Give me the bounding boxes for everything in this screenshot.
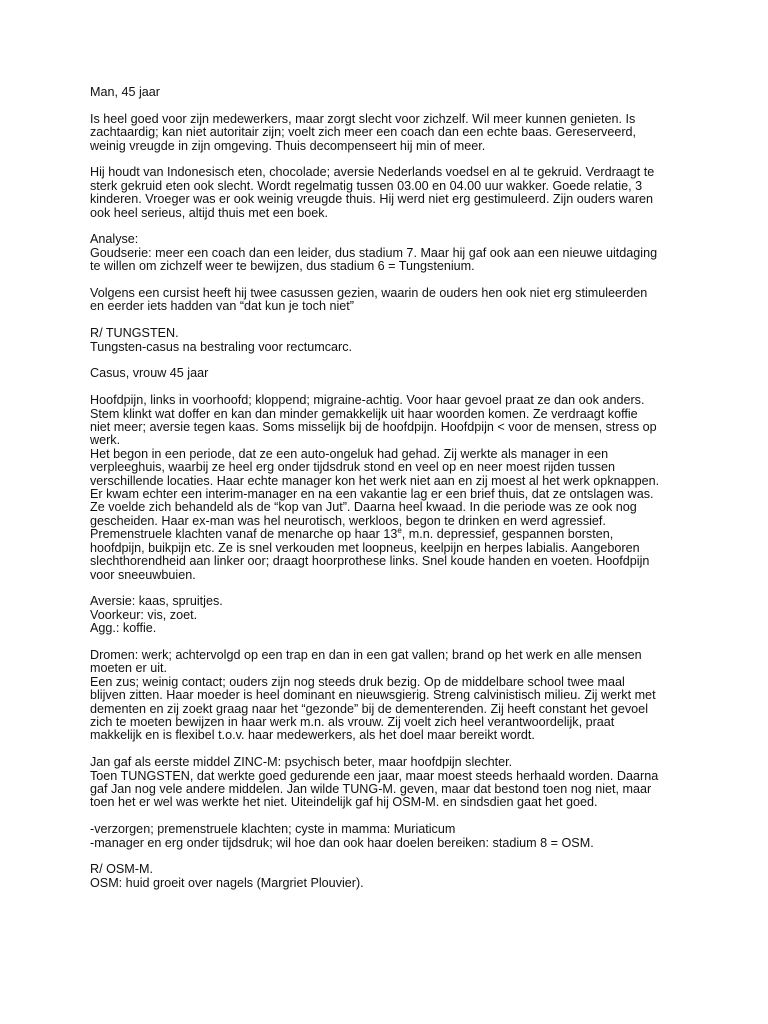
text-line: ook heel serieus, altijd thuis met een boek. xyxy=(90,205,329,220)
text-line: gaf Jan nog vele andere middelen. Jan wilde TUNG-M. geven, maar dat bestond toen nog niet, maar xyxy=(90,781,652,796)
text-line: Tungsten-casus na bestraling voor rectumcarc. xyxy=(90,339,353,354)
text-line: hoofdpijn, buikpijn etc. Ze is snel verkouden met loopneus, keelpijn en herpes labialis. Aangeboren xyxy=(90,540,640,555)
paragraph-modalities xyxy=(90,595,690,635)
text-line: kinderen. Vroeger was er ook weinig vreugde thuis. Hij werd niet erg gestimuleerd. Zijn ouders waren xyxy=(90,192,654,207)
text-line: slechthorendheid aan linker oor; draagt hoorprothese links. Snel koude handen en voeten. Hoofdpijn xyxy=(90,554,650,569)
text-line: te willen om zichzelf weer te bewijzen, dus stadium 6 = Tungstenium. xyxy=(90,259,475,274)
text-line: R/ TUNGSTEN. xyxy=(90,326,179,341)
paragraph-character xyxy=(90,113,690,153)
text-line: Een zus; weinig contact; ouders zijn nog steeds druk bezig. Op de middelbare school twee maal xyxy=(90,674,625,689)
superscript: e xyxy=(397,526,402,536)
text-line-premenstrual xyxy=(90,528,690,541)
text-line: Er kwam echter een interim-manager en na een vakantie lag er een brief thuis, dat ze ontslagen was. xyxy=(90,487,654,502)
text-line: sterk gekruid eten ook slecht. Wordt regelmatig tussen 03.00 en 04.00 uur wakker. Goede relatie, 3 xyxy=(90,178,643,193)
paragraph-cursist xyxy=(90,287,690,314)
text-line: Is heel goed voor zijn medewerkers, maar zorgt slecht voor zichzelf. Wil meer kunnen genieten. Is xyxy=(90,111,636,126)
text-line: verschillende locaties. Haar echte manager kon het werk niet aan en zij moest al het werk opknappen. xyxy=(90,473,660,488)
text-segment: Premenstruele klachten vanaf de menarche op haar 13 xyxy=(90,527,398,542)
text-segment: , m.n. depressief, gespannen borsten, xyxy=(401,527,614,542)
case-title-woman xyxy=(90,367,690,380)
paragraph-remedy-osm xyxy=(90,863,690,890)
paragraph-food xyxy=(90,166,690,220)
text-line: gescheiden. Haar ex-man was hel neurotisch, werkloos, begon te drinken en werd agressief. xyxy=(90,513,606,528)
text-line: -verzorgen; premenstruele klachten; cyste in mamma: Muriaticum xyxy=(90,822,456,837)
text-line: blijven zitten. Haar moeder is heel dominant en nieuwsgierig. Streng calvinistisch milieu. Zij werkt met xyxy=(90,688,656,703)
text-line: verpleeghuis, waarbij ze heel erg onder tijdsdruk stond en veel op en neer moest rijden tussen xyxy=(90,460,616,475)
paragraph-remedy-tungsten xyxy=(90,327,690,354)
text-line: Stem klinkt wat doffer en kan dan minder gemakkelijk uit haar woorden komen. Ze verdraagt koffie xyxy=(90,406,638,421)
text-line: Analyse: xyxy=(90,232,139,247)
document-page xyxy=(90,86,690,904)
text-line: Hoofdpijn, links in voorhoofd; kloppend; migraine-achtig. Voor haar gevoel praat ze dan ook anders. xyxy=(90,393,645,408)
paragraph-themes xyxy=(90,823,690,850)
text-line: Aversie: kaas, spruitjes. xyxy=(90,594,223,609)
text-line: Casus, vrouw 45 jaar xyxy=(90,366,209,381)
text-line: makkelijk en is flexibel t.o.v. haar medewerkers, als het doel maar bereikt wordt. xyxy=(90,728,535,743)
text-line: Agg.: koffie. xyxy=(90,621,157,636)
text-line: Ze voelde zich behandeld als de “kop van Jut”. Daarna heel kwaad. In die periode was ze ook nog xyxy=(90,500,637,515)
text-line: Toen TUNGSTEN, dat werkte goed gedurende een jaar, maar moest steeds herhaald worden. Daarna xyxy=(90,768,659,783)
text-line: moeten er uit. xyxy=(90,661,168,676)
text-line: dementen en zij zoekt graag naar het “gezonde” bij de dementerenden. Zij heeft constant het gevoel xyxy=(90,701,648,716)
paragraph-complaints xyxy=(90,394,690,582)
text-line: zich te moeten bewijzen in haar werk m.n. als vrouw. Zij voelt zich heel verantwoordelijk, praat xyxy=(90,714,615,729)
text-line: werk. xyxy=(90,433,121,448)
text-line: Voorkeur: vis, zoet. xyxy=(90,607,198,622)
text-line: Het begon in een periode, dat ze een auto-ongeluk had gehad. Zij werkte als manager in een xyxy=(90,446,609,461)
text-line: niet meer; aversie tegen kaas. Soms misselijk bij de hoofdpijn. Hoofdpijn < voor de mensen, stress op xyxy=(90,420,657,435)
text-line: R/ OSM-M. xyxy=(90,862,153,877)
paragraph-treatment xyxy=(90,756,690,810)
paragraph-analysis xyxy=(90,233,690,273)
text-line: Dromen: werk; achtervolgd op een trap en dan in een gat vallen; brand op het werk en alle mensen xyxy=(90,647,642,662)
paragraph-dreams xyxy=(90,649,690,743)
text-line: Jan gaf als eerste middel ZINC-M: psychisch beter, maar hoofdpijn slechter. xyxy=(90,755,513,770)
text-line: Goudserie: meer een coach dan een leider, dus stadium 7. Maar hij gaf ook aan een nieuwe uitdaging xyxy=(90,245,658,260)
case-title-man xyxy=(90,86,690,99)
text-line: Hij houdt van Indonesisch eten, chocolade; aversie Nederlands voedsel en al te gekruid. Verdraagt te xyxy=(90,165,655,180)
text-line: OSM: huid groeit over nagels (Margriet Plouvier). xyxy=(90,875,364,890)
text-line: zachtaardig; kan niet autoritair zijn; voelt zich meer een coach dan een echte baas. Gereserveerd, xyxy=(90,125,637,140)
text-line: Man, 45 jaar xyxy=(90,85,161,99)
text-line: en eerder iets hadden van “dat kun je toch niet” xyxy=(90,299,354,314)
text-line: toen het er wel was werkte het niet. Uiteindelijk gaf hij OSM-M. en sindsdien gaat het goed. xyxy=(90,795,598,810)
text-line: -manager en erg onder tijdsdruk; wil hoe dan ook haar doelen bereiken: stadium 8 = OSM. xyxy=(90,835,594,850)
text-line: weinig vreugde in zijn omgeving. Thuis decompenseert hij min of meer. xyxy=(90,138,486,153)
text-line: voor sneeuwbuien. xyxy=(90,567,196,582)
text-line: Volgens een cursist heeft hij twee casussen gezien, waarin de ouders hen ook niet erg stimuleerden xyxy=(90,286,648,301)
